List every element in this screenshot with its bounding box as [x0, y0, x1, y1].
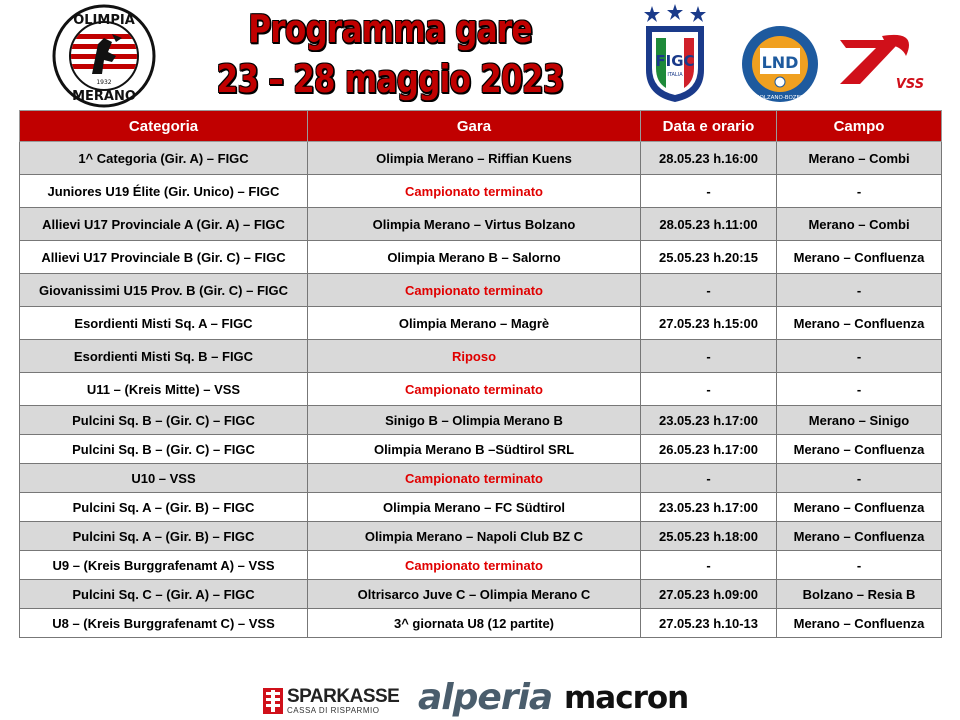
vss-logo [832, 30, 936, 96]
table-row [20, 580, 942, 609]
cell-campo: Merano – Combi [777, 142, 942, 175]
cell-campo: - [777, 340, 942, 373]
cell-data-orario: 27.05.23 h.09:00 [641, 580, 777, 609]
cell-campo: Bolzano – Resia B [777, 580, 942, 609]
table-row [20, 435, 942, 464]
cell-data-orario: - [641, 551, 777, 580]
table-row [20, 609, 942, 638]
vss-logo-text: VSS [895, 77, 925, 92]
cell-gara: Olimpia Merano – Napoli Club BZ C [308, 522, 641, 551]
cell-campo: - [777, 274, 942, 307]
column-header-data-orario: Data e orario [641, 111, 777, 142]
cell-categoria: Allievi U17 Provinciale A (Gir. A) – FIGC [20, 208, 308, 241]
cell-gara: Olimpia Merano – Magrè [308, 307, 641, 340]
table-row [20, 274, 942, 307]
star-icon [690, 6, 706, 22]
table-row [20, 340, 942, 373]
cell-gara: Olimpia Merano – Riffian Kuens [308, 142, 641, 175]
cell-categoria: Giovanissimi U15 Prov. B (Gir. C) – FIGC [20, 274, 308, 307]
table-row [20, 142, 942, 175]
sparkasse-logo [263, 686, 398, 716]
cell-gara: Olimpia Merano B –Südtirol SRL [308, 435, 641, 464]
olimpia-merano-logo [52, 4, 156, 108]
cell-categoria: U11 – (Kreis Mitte) – VSS [20, 373, 308, 406]
cell-campo: Merano – Confluenza [777, 435, 942, 464]
cell-campo: - [777, 464, 942, 493]
olimpia-logo-bottom-text: MERANO [72, 89, 136, 104]
table-row [20, 307, 942, 340]
cell-gara: Campionato terminato [308, 551, 641, 580]
figc-logo-text: FIGC [655, 52, 695, 70]
cell-categoria: Juniores U19 Élite (Gir. Unico) – FIGC [20, 175, 308, 208]
cell-data-orario: - [641, 464, 777, 493]
title-line-2: 23 – 28 maggio 2023 [216, 57, 564, 101]
cell-data-orario: 23.05.23 h.17:00 [641, 406, 777, 435]
cell-data-orario: 26.05.23 h.17:00 [641, 435, 777, 464]
cell-campo: - [777, 373, 942, 406]
cell-gara: Campionato terminato [308, 274, 641, 307]
column-header-categoria: Categoria [20, 111, 308, 142]
cell-campo: Merano – Confluenza [777, 241, 942, 274]
cell-categoria: 1^ Categoria (Gir. A) – FIGC [20, 142, 308, 175]
cell-categoria: Pulcini Sq. B – (Gir. C) – FIGC [20, 435, 308, 464]
cell-gara: Olimpia Merano B – Salorno [308, 241, 641, 274]
cell-data-orario: - [641, 373, 777, 406]
cell-campo: Merano – Confluenza [777, 307, 942, 340]
table-row [20, 464, 942, 493]
cell-gara: Olimpia Merano – Virtus Bolzano [308, 208, 641, 241]
cell-data-orario: 27.05.23 h.15:00 [641, 307, 777, 340]
cell-data-orario: 28.05.23 h.11:00 [641, 208, 777, 241]
cell-categoria: Pulcini Sq. B – (Gir. C) – FIGC [20, 406, 308, 435]
cell-campo: Merano – Confluenza [777, 522, 942, 551]
table-row [20, 406, 942, 435]
cell-data-orario: 25.05.23 h.18:00 [641, 522, 777, 551]
cell-categoria: U8 – (Kreis Burggrafenamt C) – VSS [20, 609, 308, 638]
olimpia-logo-top-text: OLIMPIA [73, 13, 135, 28]
cell-campo: - [777, 175, 942, 208]
cell-campo: Merano – Sinigo [777, 406, 942, 435]
cell-campo: Merano – Confluenza [777, 609, 942, 638]
lnd-logo-subtext: BOLZANO-BOZEN [755, 95, 805, 101]
column-header-gara: Gara [308, 111, 641, 142]
schedule-body [20, 142, 942, 638]
sparkasse-subtitle: CASSA DI RISPARMIO [287, 706, 380, 715]
cell-categoria: Pulcini Sq. C – (Gir. A) – FIGC [20, 580, 308, 609]
cell-data-orario: - [641, 175, 777, 208]
cell-campo: - [777, 551, 942, 580]
cell-gara: Oltrisarco Juve C – Olimpia Merano C [308, 580, 641, 609]
cell-categoria: Pulcini Sq. A – (Gir. B) – FIGC [20, 493, 308, 522]
cell-data-orario: - [641, 340, 777, 373]
cell-categoria: Allievi U17 Provinciale B (Gir. C) – FIGC [20, 241, 308, 274]
cell-data-orario: 28.05.23 h.16:00 [641, 142, 777, 175]
table-row [20, 493, 942, 522]
cell-data-orario: 23.05.23 h.17:00 [641, 493, 777, 522]
star-icon [644, 6, 660, 22]
cell-categoria: Esordienti Misti Sq. A – FIGC [20, 307, 308, 340]
table-row [20, 373, 942, 406]
table-row [20, 208, 942, 241]
cell-gara: Campionato terminato [308, 464, 641, 493]
cell-gara: Sinigo B – Olimpia Merano B [308, 406, 641, 435]
macron-logo: macron [564, 680, 689, 716]
table-row [20, 241, 942, 274]
cell-data-orario: - [641, 274, 777, 307]
page-title [170, 4, 610, 104]
cell-gara: Campionato terminato [308, 373, 641, 406]
cell-campo: Merano – Combi [777, 208, 942, 241]
title-line-1: Programma gare [248, 7, 532, 51]
sparkasse-emblem-icon [263, 688, 283, 714]
cell-categoria: Pulcini Sq. A – (Gir. B) – FIGC [20, 522, 308, 551]
table-row [20, 522, 942, 551]
table-header-row [20, 111, 942, 142]
lnd-logo-text: LND [761, 53, 799, 72]
star-icon [667, 4, 683, 20]
table-row [20, 175, 942, 208]
cell-data-orario: 25.05.23 h.20:15 [641, 241, 777, 274]
figc-logo [640, 4, 710, 104]
figc-logo-subtext: ITALIA [667, 72, 683, 78]
cell-gara: Campionato terminato [308, 175, 641, 208]
olimpia-logo-year: 1932 [96, 79, 112, 86]
cell-data-orario: 27.05.23 h.10-13 [641, 609, 777, 638]
schedule-table [19, 110, 942, 638]
lnd-logo [740, 24, 820, 104]
column-header-campo: Campo [777, 111, 942, 142]
cell-gara: 3^ giornata U8 (12 partite) [308, 609, 641, 638]
table-row [20, 551, 942, 580]
sparkasse-name: SPARKASSE [287, 686, 400, 707]
alperia-logo: alperia [418, 677, 553, 718]
cell-gara: Olimpia Merano – FC Südtirol [308, 493, 641, 522]
cell-categoria: U10 – VSS [20, 464, 308, 493]
cell-categoria: U9 – (Kreis Burggrafenamt A) – VSS [20, 551, 308, 580]
cell-gara: Riposo [308, 340, 641, 373]
cell-categoria: Esordienti Misti Sq. B – FIGC [20, 340, 308, 373]
cell-campo: Merano – Confluenza [777, 493, 942, 522]
